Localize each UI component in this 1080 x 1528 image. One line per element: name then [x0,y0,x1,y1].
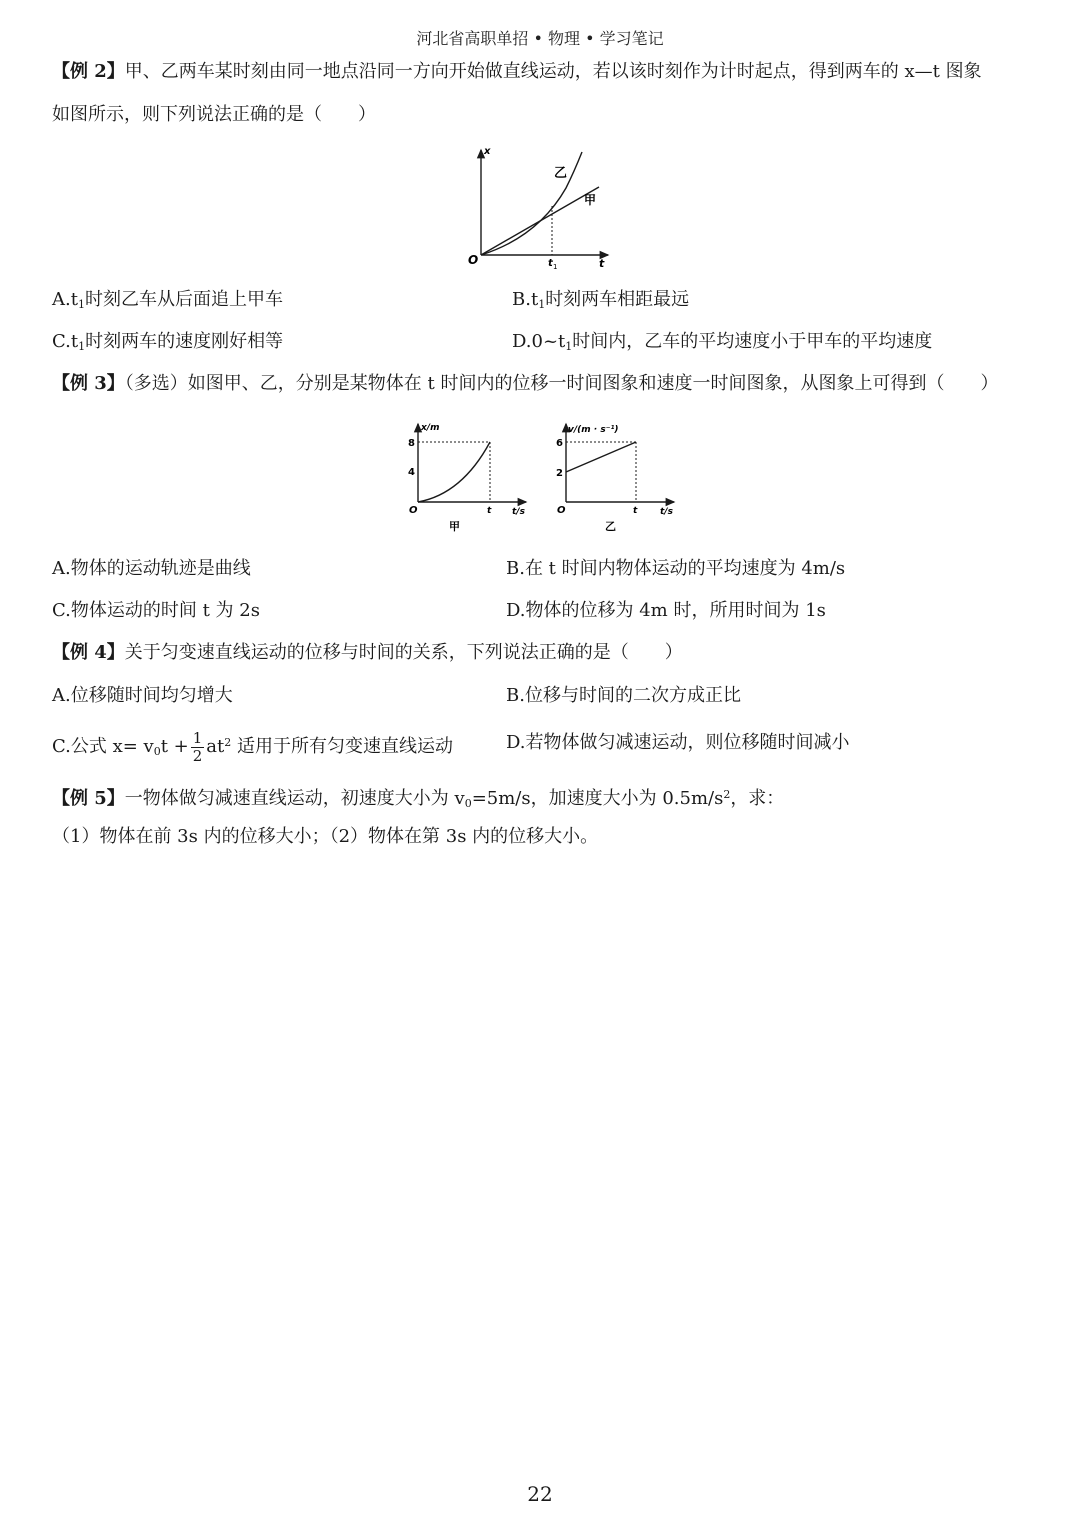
example2-option-b: $B.t_1$时刻两车相距最远 [512,289,690,311]
tick-2: 2 [556,468,563,479]
example2-option-a: $A.t_1$时刻乙车从后面追上甲车 [52,289,283,311]
t-label: t [633,506,638,516]
x-axis-label: t [599,257,605,270]
origin-label: O [557,505,566,516]
tick-6: 6 [556,438,563,449]
example2-option-d: $D.0\sim t_1$时间内，乙车的平均速度小于甲车的平均速度 [512,331,933,353]
graph-caption-yi: 乙 [605,520,616,533]
example2-stem-line2: 如图所示，则下列说法正确的是（ ） [52,104,376,125]
vt-line [566,442,636,472]
example3-graph-yi [546,418,684,536]
example4-option-d: D.若物体做匀减速运动，则位移随时间减小 [506,732,850,753]
example4-option-a: A.位移随时间均匀增大 [52,685,233,706]
example4-option-c: C.公式 $x= v_0t$ + $\frac{1}{2}$ $at^2$ 适用于所有匀变速直线运动 [52,728,453,765]
y-axis-label: x/m [421,423,440,433]
example3-graph-jia [398,418,536,536]
example4-option-b: B.位移与时间的二次方成正比 [506,685,741,706]
example4-stem-text: 关于匀变速直线运动的位移与时间的关系，下列说法正确的是（ ） [124,642,683,663]
xt-curve [418,442,490,502]
y-axis-label: v/(m · s⁻¹) [568,425,619,435]
y-axis-label: x [484,146,491,157]
fraction-one-half: $\frac{1}{2}$ [192,728,203,765]
tick-8: 8 [408,438,415,449]
line-label-jia: 甲 [584,193,597,207]
page-number: 22 [527,1482,553,1506]
origin-label: O [409,505,418,516]
curve-label-yi: 乙 [554,166,568,181]
example5-tag: 【例 5】 [52,788,125,809]
x-axis-label: t/s [660,507,673,517]
example3-option-d: D.物体的位移为 4m 时，所用时间为 1s [506,600,826,621]
example2-tag: 【例 2】 [52,61,125,82]
example3-stem-text: （多选）如图甲、乙，分别是某物体在 t 时间内的位移一时间图象和速度一时间图象，从图象上可得到（ ） [124,373,999,394]
example3-option-c: C.物体运动的时间 t 为 2s [52,600,260,621]
tick-4: 4 [408,467,415,478]
t1-label: t [548,258,553,269]
example2-option-c: $C.t_1$时刻两车的速度刚好相等 [52,331,284,353]
page-header: 河北省高职单招 • 物理 • 学习笔记 [416,29,664,48]
example2-stem-line1 [52,60,982,84]
example2-stem-text: 甲、乙两车某时刻由同一地点沿同一方向开始做直线运动，若以该时刻作为计时起点，得到两车的 x—t 图象 [124,61,982,82]
graph-caption-jia: 甲 [449,520,460,533]
example5-questions: （1）物体在前 3s 内的位移大小；（2）物体在第 3s 内的位移大小。 [52,826,599,847]
example4-tag: 【例 4】 [52,642,125,663]
t-label: t [487,506,492,516]
example3-tag: 【例 3】 [52,373,125,394]
example2-xt-graph [462,142,614,270]
t1-subscript: 1 [553,263,558,270]
origin-label: O [468,253,479,267]
x-axis-label: t/s [512,507,525,517]
example5-stem: 【例 5】一物体做匀减速直线运动，初速度大小为 $v_0=5m/s$，加速度大小为 $0.5m/s^2$，求： [52,788,785,810]
example3-option-b: B.在 t 时间内物体运动的平均速度为 4m/s [506,558,846,579]
example3-option-a: A.物体的运动轨迹是曲线 [52,558,251,579]
example4-stem [52,641,683,665]
example3-stem [52,372,998,396]
